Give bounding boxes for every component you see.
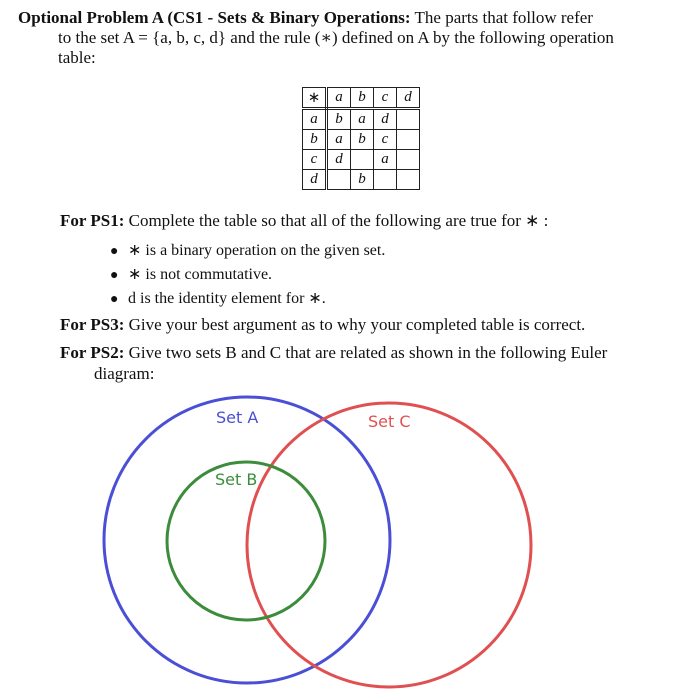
table-cell	[397, 109, 420, 130]
ps3-section	[60, 314, 678, 335]
set-a-label: Set A	[216, 408, 259, 427]
ps1-text: Complete the table so that all of the following are true for ∗ :	[124, 211, 549, 230]
table-corner: ∗	[303, 88, 327, 109]
table-cell	[327, 170, 351, 190]
table-cell: c	[374, 130, 397, 150]
bullet-text: ∗ is a binary operation on the given set.	[128, 242, 386, 259]
set-c-label: Set C	[368, 412, 411, 431]
table-header-cell: b	[351, 88, 374, 109]
table-header-cell: a	[327, 88, 351, 109]
table-row	[303, 170, 420, 190]
euler-diagram	[0, 380, 700, 697]
table-header-row	[303, 88, 420, 109]
table-cell	[397, 130, 420, 150]
ps1-section	[60, 210, 678, 231]
intro-line-1-rest: The parts that follow refer	[410, 8, 593, 27]
ps3-label: For PS3:	[60, 315, 125, 334]
bullet-icon: ●	[110, 244, 119, 259]
table-cell	[397, 170, 420, 190]
intro-line-1	[18, 8, 678, 28]
ps2-cont: diagram:	[94, 364, 155, 383]
ps3-text: Give your best argument as to why your completed table is correct.	[124, 315, 586, 334]
table-row	[303, 109, 420, 130]
list-item	[110, 264, 272, 284]
table-cell: d	[374, 109, 397, 130]
table-row-label: a	[303, 109, 327, 130]
table-cell: a	[351, 109, 374, 130]
table-row-label: c	[303, 150, 327, 170]
intro-line-2: to the set A = {a, b, c, d} and the rule (∗) defined on A by the following operation	[58, 28, 614, 47]
ps2-label: For PS2:	[60, 343, 125, 362]
table-row	[303, 130, 420, 150]
table-cell: b	[351, 170, 374, 190]
table-cell: b	[327, 109, 351, 130]
bullet-text: ∗ is not commutative.	[128, 266, 273, 283]
table-cell	[374, 170, 397, 190]
table-cell: d	[327, 150, 351, 170]
problem-title: Optional Problem A (CS1 - Sets & Binary Operations:	[18, 8, 411, 27]
table-header-cell: c	[374, 88, 397, 109]
intro-line-3: table:	[58, 48, 96, 67]
problem-intro	[18, 8, 678, 68]
ps1-label: For PS1:	[60, 211, 125, 230]
table-cell: b	[351, 130, 374, 150]
list-item	[110, 240, 385, 260]
set-b-label: Set B	[215, 470, 258, 489]
table-row-label: d	[303, 170, 327, 190]
table-header-cell: d	[397, 88, 420, 109]
table-cell: a	[374, 150, 397, 170]
table-cell: a	[327, 130, 351, 150]
bullet-text: d is the identity element for ∗.	[128, 290, 326, 307]
bullet-icon: ●	[110, 292, 119, 307]
table-cell	[397, 150, 420, 170]
operation-table	[302, 87, 420, 190]
ps2-section	[60, 342, 678, 384]
table-row	[303, 150, 420, 170]
bullet-icon: ●	[110, 268, 119, 283]
list-item	[110, 288, 326, 308]
table-row-label: b	[303, 130, 327, 150]
ps2-text: Give two sets B and C that are related as shown in the following Euler	[124, 343, 608, 362]
table-cell	[351, 150, 374, 170]
